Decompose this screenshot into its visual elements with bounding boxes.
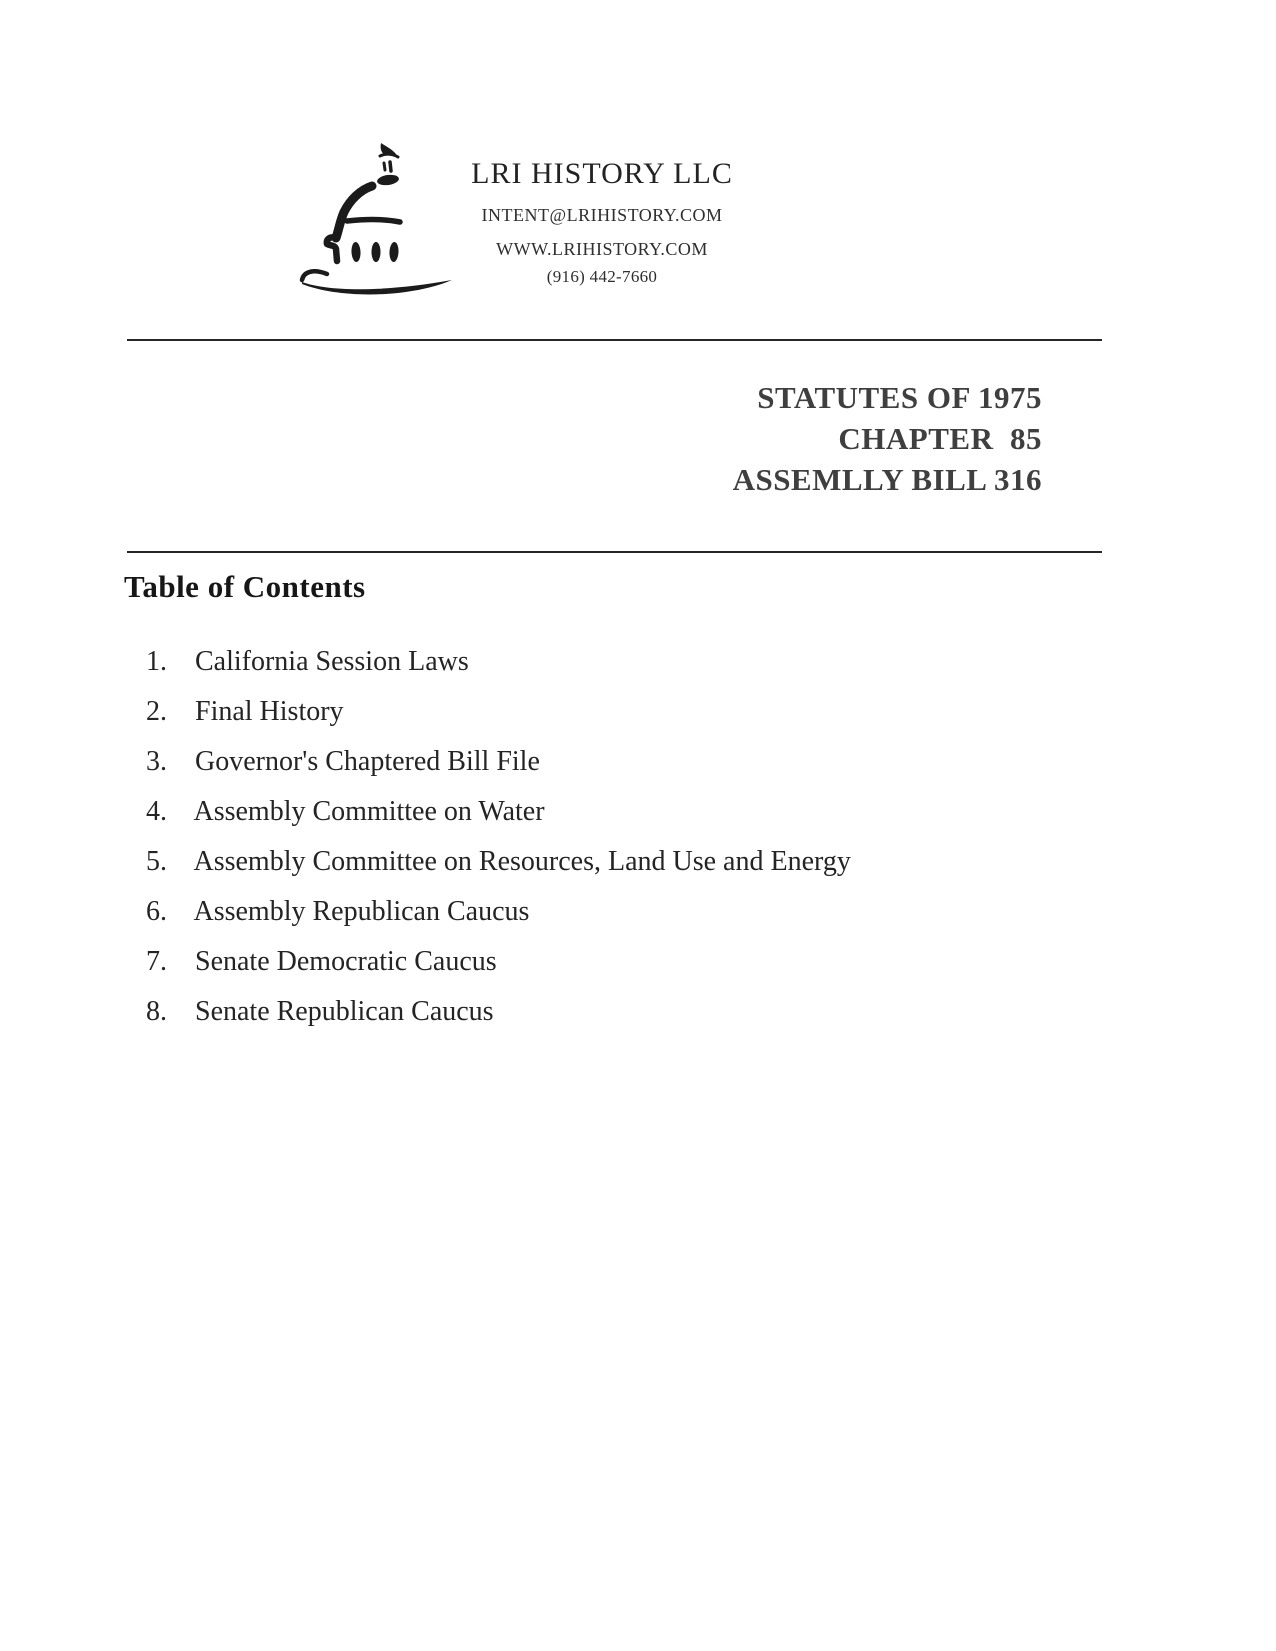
toc-item — [146, 887, 851, 937]
title-line-bill: ASSEMLLY BILL 316 — [732, 462, 1042, 497]
toc-item-number: 4. — [146, 796, 167, 827]
toc-item — [146, 837, 851, 887]
toc-item-number: 7. — [146, 946, 167, 977]
company-email: INTENT@LRIHISTORY.COM — [481, 205, 723, 225]
toc-item-label: Assembly Republican Caucus — [193, 896, 530, 927]
toc-item-number: 2. — [146, 696, 167, 727]
toc-item-number: 6. — [146, 896, 167, 927]
logo-base-line — [347, 220, 400, 222]
logo-wall-stroke — [327, 237, 337, 261]
logo-window-1 — [351, 242, 361, 262]
company-website: WWW.LRIHISTORY.COM — [496, 239, 708, 259]
title-line-statutes: STATUTES OF 1975 — [757, 380, 1042, 415]
toc-item-label: Governor's Chaptered Bill File — [195, 746, 540, 777]
logo-window-3 — [389, 242, 399, 262]
toc-item-label: Senate Democratic Caucus — [195, 946, 497, 977]
toc-item-label: Assembly Committee on Water — [193, 796, 545, 827]
toc-list — [146, 637, 851, 1037]
toc-item — [146, 637, 851, 687]
logo-lantern — [376, 174, 399, 187]
toc-item — [146, 787, 851, 837]
toc-item — [146, 987, 851, 1037]
horizontal-rule-bottom — [127, 551, 1102, 553]
document-title-block — [442, 377, 1042, 500]
toc-item-number: 8. — [146, 996, 167, 1027]
toc-item-number: 5. — [146, 846, 167, 877]
toc-item — [146, 937, 851, 987]
horizontal-rule-top — [127, 339, 1102, 341]
logo-tick-1 — [384, 163, 385, 170]
toc-item-number: 3. — [146, 746, 167, 777]
logo-window-2 — [372, 242, 381, 262]
logo-dome-stroke — [336, 186, 372, 238]
logo-tick-2 — [390, 162, 391, 171]
toc-item — [146, 737, 851, 787]
toc-item-label: California Session Laws — [195, 646, 469, 677]
logo-base-hook — [302, 271, 327, 280]
title-line-chapter: CHAPTER 85 — [838, 421, 1042, 456]
company-name: LRI HISTORY LLC — [471, 157, 733, 190]
toc-heading: Table of Contents — [124, 569, 366, 604]
company-phone: (916) 442-7660 — [546, 267, 658, 286]
toc-item-number: 1. — [146, 646, 167, 677]
toc-item-label: Final History — [195, 696, 344, 727]
toc-item-label: Assembly Committee on Resources, Land Use and Energy — [193, 846, 851, 877]
toc-item-label: Senate Republican Caucus — [195, 996, 494, 1027]
toc-item — [146, 687, 851, 737]
